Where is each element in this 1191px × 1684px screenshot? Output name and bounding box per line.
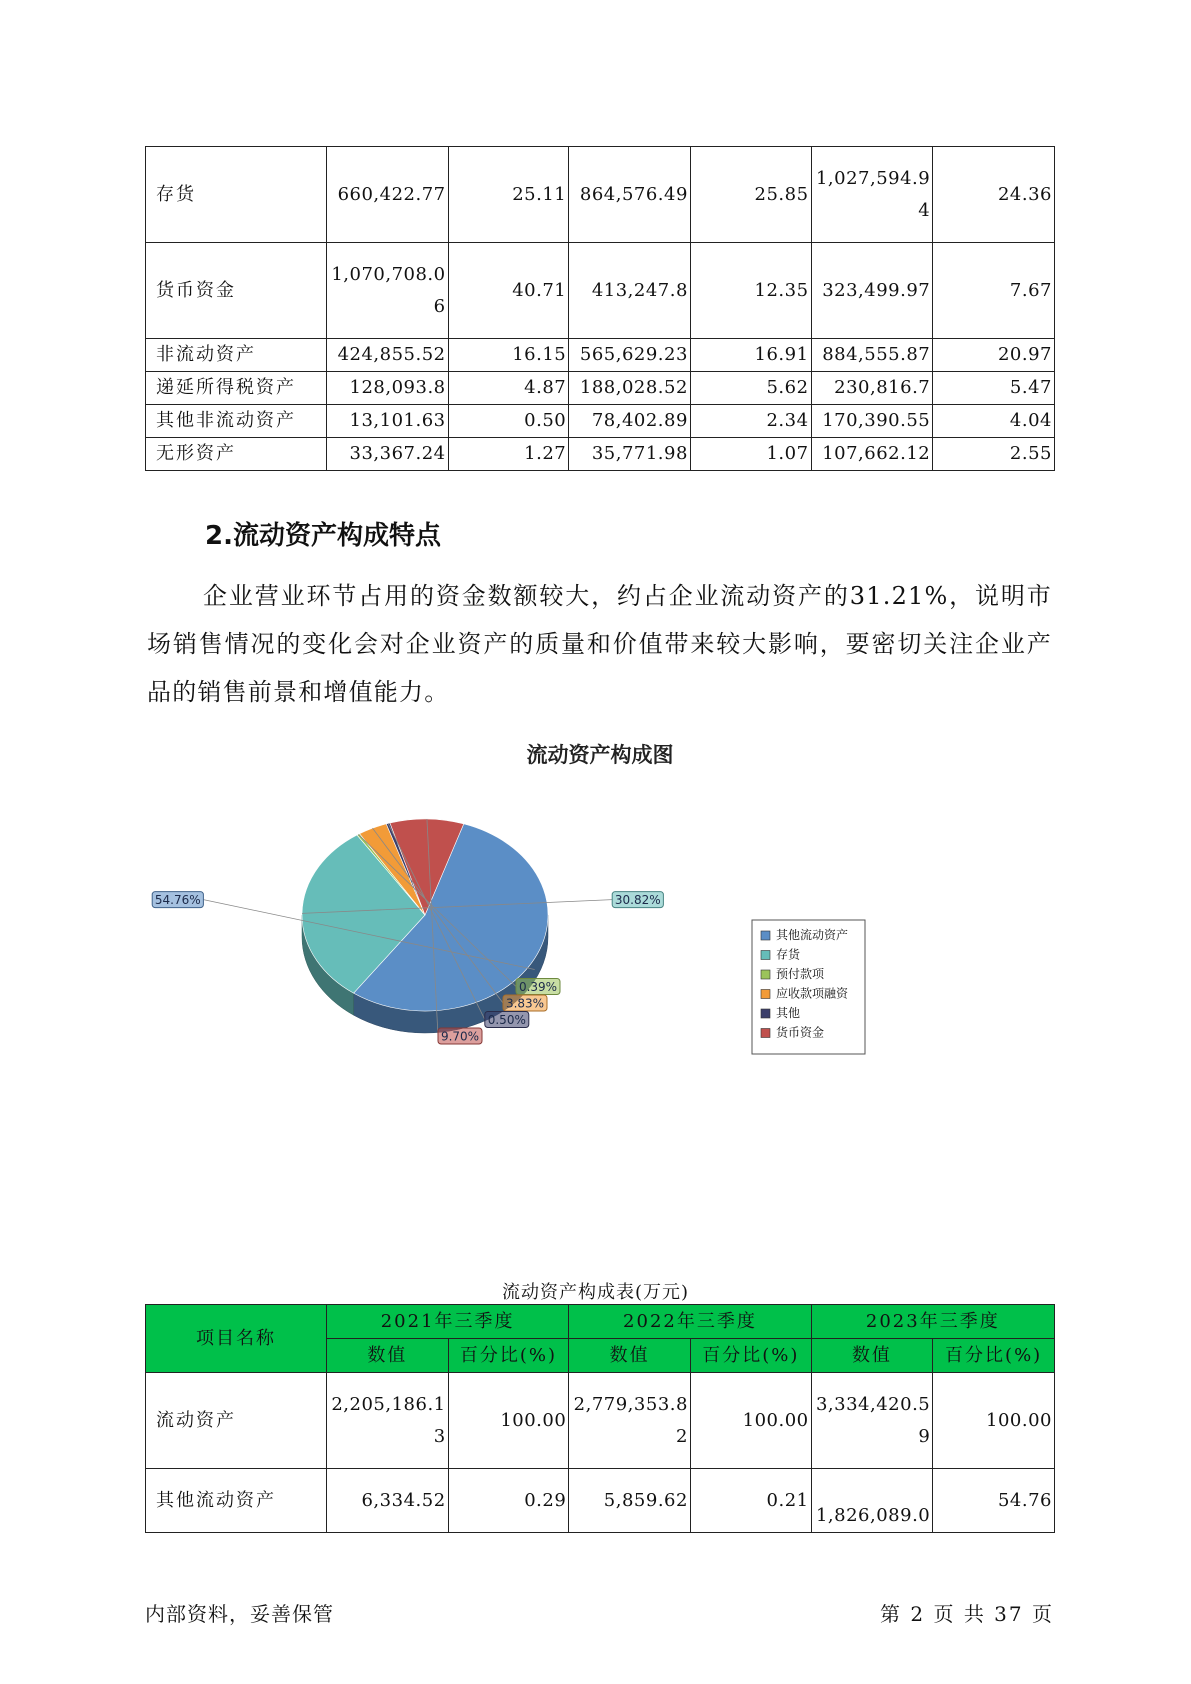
percent-cell: 2.55 — [933, 438, 1055, 471]
table-row — [146, 339, 1055, 372]
header-percent: 百分比(%) — [933, 1339, 1055, 1373]
legend-label: 其他 — [776, 1006, 801, 1020]
data-label: 54.76% — [154, 893, 201, 908]
asset-table-continued — [145, 146, 1055, 471]
value-cell: 6,334.52 — [326, 1469, 448, 1533]
value-cell: 230,816.7 — [811, 372, 933, 405]
data-label: 0.39% — [518, 980, 558, 994]
current-assets-pie-chart — [0, 730, 1191, 1080]
header-value: 数值 — [326, 1339, 448, 1373]
value-cell: 78,402.89 — [569, 405, 691, 438]
percent-cell: 5.47 — [933, 372, 1055, 405]
percent-cell: 4.87 — [448, 372, 569, 405]
value-cell: 884,555.87 — [811, 339, 933, 372]
percent-cell: 0.29 — [448, 1469, 569, 1533]
legend-swatch — [761, 970, 770, 979]
percent-cell: 100.00 — [933, 1373, 1055, 1469]
percent-cell: 20.97 — [933, 339, 1055, 372]
value-cell: 2,205,186.13 — [326, 1373, 448, 1469]
legend-label: 预付款项 — [776, 967, 825, 981]
header-percent: 百分比(%) — [690, 1339, 811, 1373]
value-cell: 565,629.23 — [569, 339, 691, 372]
data-label: 3.83% — [505, 996, 545, 1011]
value-cell: 2,779,353.82 — [569, 1373, 691, 1469]
legend-label: 货币资金 — [776, 1025, 825, 1040]
row-name: 非流动资产 — [146, 339, 327, 372]
data-label: 0.50% — [487, 1013, 526, 1027]
row-name: 其他非流动资产 — [146, 405, 327, 438]
value-cell: 128,093.8 — [326, 372, 448, 405]
table-caption: 流动资产构成表(万元) — [501, 1282, 690, 1303]
header-item-name: 项目名称 — [146, 1305, 327, 1373]
header-percent: 百分比(%) — [448, 1339, 569, 1373]
value-cell: 170,390.55 — [811, 405, 933, 438]
table-row — [146, 372, 1055, 405]
legend-label: 应收款项融资 — [776, 986, 849, 1001]
value-cell: 188,028.52 — [569, 372, 691, 405]
percent-cell: 4.04 — [933, 405, 1055, 438]
percent-cell: 16.91 — [690, 339, 811, 372]
value-cell: 35,771.98 — [569, 438, 691, 471]
value-cell: 3,334,420.59 — [811, 1373, 933, 1469]
table-row — [146, 243, 1055, 339]
table-row — [146, 1373, 1055, 1469]
footer-page-number: 第 2 页 共 37 页 — [880, 1602, 1054, 1626]
legend-swatch — [761, 1029, 770, 1038]
current-assets-table — [145, 1304, 1055, 1533]
legend-label: 存货 — [776, 947, 801, 962]
value-cell: 413,247.8 — [569, 243, 691, 339]
table-row — [146, 147, 1055, 243]
header-year: 2022年三季度 — [569, 1305, 811, 1339]
percent-cell: 0.21 — [690, 1469, 811, 1533]
percent-cell: 40.71 — [448, 243, 569, 339]
header-year: 2023年三季度 — [811, 1305, 1054, 1339]
value-cell: 1,027,594.94 — [811, 147, 933, 243]
row-name: 货币资金 — [146, 243, 327, 339]
value-cell: 1,070,708.06 — [326, 243, 448, 339]
percent-cell: 100.00 — [448, 1373, 569, 1469]
section-heading: 2.流动资产构成特点 — [205, 521, 441, 551]
header-year: 2021年三季度 — [326, 1305, 568, 1339]
value-cell: 107,662.12 — [811, 438, 933, 471]
row-name: 存货 — [146, 147, 327, 243]
value-cell: 424,855.52 — [326, 339, 448, 372]
legend-swatch — [761, 1009, 770, 1018]
value-cell: 13,101.63 — [326, 405, 448, 438]
chart-legend — [752, 920, 865, 1054]
value-cell: 660,422.77 — [326, 147, 448, 243]
row-name: 流动资产 — [146, 1373, 327, 1469]
data-label: 9.70% — [440, 1029, 480, 1044]
percent-cell: 1.27 — [448, 438, 569, 471]
percent-cell: 25.85 — [690, 147, 811, 243]
value-cell: 5,859.62 — [569, 1469, 691, 1533]
table-row — [146, 438, 1055, 471]
header-value: 数值 — [569, 1339, 691, 1373]
value-cell: 1,826,089.0 — [811, 1469, 933, 1533]
value-cell: 33,367.24 — [326, 438, 448, 471]
row-name: 其他流动资产 — [146, 1469, 327, 1533]
percent-cell: 0.50 — [448, 405, 569, 438]
percent-cell: 7.67 — [933, 243, 1055, 339]
table-row — [146, 405, 1055, 438]
percent-cell: 100.00 — [690, 1373, 811, 1469]
percent-cell: 16.15 — [448, 339, 569, 372]
row-name: 无形资产 — [146, 438, 327, 471]
percent-cell: 5.62 — [690, 372, 811, 405]
row-name: 递延所得税资产 — [146, 372, 327, 405]
data-label: 30.82% — [614, 893, 661, 908]
chart-title: 流动资产构成图 — [526, 742, 674, 767]
percent-cell: 1.07 — [690, 438, 811, 471]
percent-cell: 2.34 — [690, 405, 811, 438]
percent-cell: 54.76 — [933, 1469, 1055, 1533]
section-paragraph: 企业营业环节占用的资金数额较大，约占企业流动资产的31.21%，说明市场销售情况的变化会对企业资产的质量和价值带来较大影响，要密切关注企业产品的销售前景和增值能力。 — [147, 582, 1052, 706]
legend-swatch — [761, 951, 770, 960]
table-row — [146, 1469, 1055, 1533]
footer-confidential-note: 内部资料，妥善保管 — [145, 1602, 334, 1626]
legend-swatch — [761, 990, 770, 999]
value-cell: 864,576.49 — [569, 147, 691, 243]
percent-cell: 12.35 — [690, 243, 811, 339]
legend-label: 其他流动资产 — [776, 928, 849, 942]
header-value: 数值 — [811, 1339, 933, 1373]
percent-cell: 24.36 — [933, 147, 1055, 243]
value-cell: 323,499.97 — [811, 243, 933, 339]
percent-cell: 25.11 — [448, 147, 569, 243]
legend-swatch — [761, 931, 770, 940]
